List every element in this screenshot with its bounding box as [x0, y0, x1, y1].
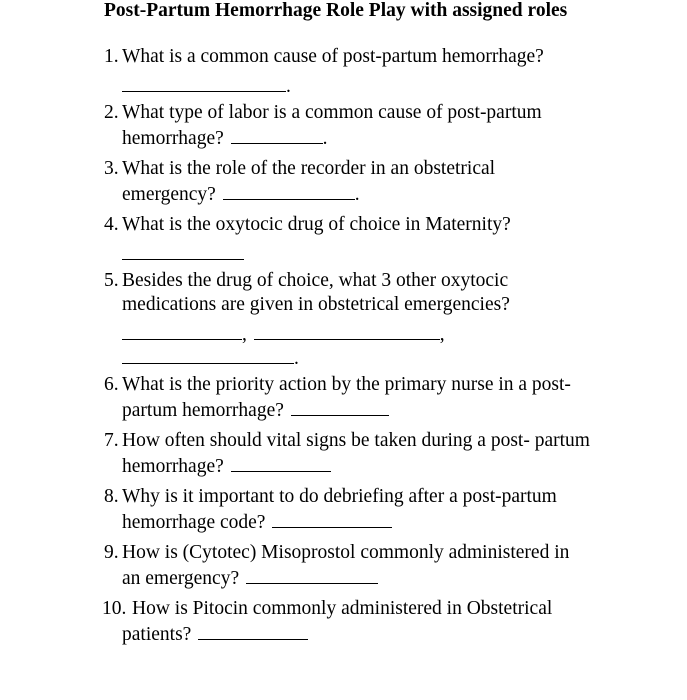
- question-text: Besides the drug of choice, what 3 other oxytocic: [122, 270, 509, 291]
- question-text-continued: [122, 621, 308, 647]
- answer-line[interactable]: [122, 321, 445, 347]
- answer-blank[interactable]: [254, 321, 440, 340]
- answer-blank[interactable]: [231, 125, 323, 144]
- question-text-tail: hemorrhage?: [122, 456, 224, 477]
- question-text-continued: [122, 125, 328, 151]
- question-text: What type of labor is a common cause of post-partum: [122, 102, 542, 123]
- question-number: 6.: [104, 374, 119, 395]
- question-text-tail: partum hemorrhage?: [122, 400, 284, 421]
- question-text: How is Pitocin commonly administered in Obstetrical: [132, 598, 553, 619]
- answer-blank[interactable]: [291, 397, 389, 416]
- question-text: How often should vital signs be taken during a post- partum: [122, 430, 590, 451]
- question-text-continued: [122, 509, 392, 535]
- question-number: 8.: [104, 486, 119, 507]
- question-number: 2.: [104, 102, 119, 123]
- question-number: 1.: [104, 46, 119, 67]
- question-number: 9.: [104, 542, 119, 563]
- answer-blank[interactable]: [198, 621, 308, 640]
- answer-line[interactable]: [122, 345, 299, 371]
- answer-blank[interactable]: [246, 565, 378, 584]
- question-text: Why is it important to do debriefing after a post-partum: [122, 486, 557, 507]
- question-text: What is the role of the recorder in an obstetrical: [122, 158, 496, 179]
- answer-separator: ,: [439, 324, 445, 345]
- answer-punctuation: .: [286, 76, 291, 97]
- question-text-tail: patients?: [122, 624, 192, 645]
- question-text-continued: medications are given in obstetrical emergencies?: [122, 294, 510, 315]
- question-text-tail: an emergency?: [122, 568, 240, 589]
- page-title: Post-Partum Hemorrhage Role Play with assigned roles: [104, 0, 568, 21]
- answer-blank[interactable]: [122, 241, 244, 260]
- question-number: 3.: [104, 158, 119, 179]
- question-number: 4.: [104, 214, 119, 235]
- answer-blank[interactable]: [122, 345, 294, 364]
- answer-separator: ,: [242, 324, 247, 345]
- question-text: What is a common cause of post-partum hemorrhage?: [122, 46, 544, 67]
- answer-line[interactable]: [122, 241, 244, 267]
- answer-blank[interactable]: [122, 73, 286, 92]
- question-text-continued: [122, 453, 331, 479]
- answer-punctuation: .: [322, 128, 328, 149]
- answer-blank[interactable]: [272, 509, 392, 528]
- question-text: How is (Cytotec) Misoprostol commonly administered in: [122, 542, 570, 563]
- question-text-tail: emergency?: [122, 184, 216, 205]
- question-text-continued: [122, 181, 360, 207]
- answer-blank[interactable]: [122, 321, 242, 340]
- question-text: What is the priority action by the primary nurse in a post-: [122, 374, 571, 395]
- question-text-continued: [122, 397, 389, 423]
- answer-line[interactable]: [122, 73, 291, 99]
- question-text: What is the oxytocic drug of choice in Maternity?: [122, 214, 511, 235]
- question-number: 7.: [104, 430, 119, 451]
- question-text-tail: hemorrhage?: [122, 128, 224, 149]
- answer-blank[interactable]: [231, 453, 331, 472]
- answer-blank[interactable]: [223, 181, 355, 200]
- question-number: 5.: [104, 270, 119, 291]
- question-text-continued: [122, 565, 378, 591]
- question-text-tail: hemorrhage code?: [122, 512, 266, 533]
- answer-punctuation: .: [354, 184, 360, 205]
- question-number: 10.: [102, 598, 127, 619]
- answer-separator: .: [294, 348, 299, 369]
